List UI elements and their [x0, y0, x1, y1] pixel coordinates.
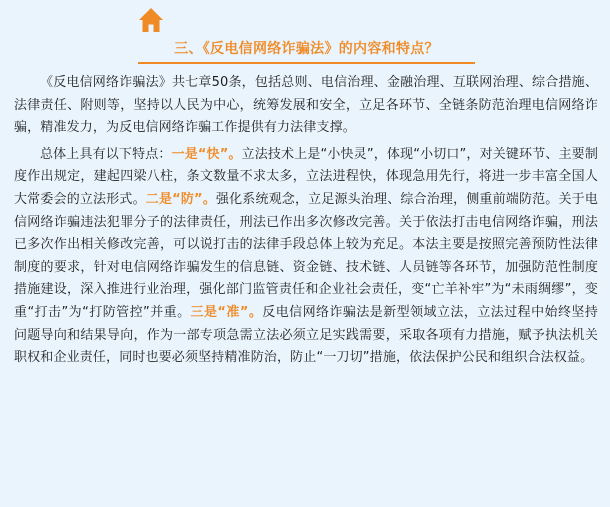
feature-3-text: 反电信网络诈骗法是新型领域立法，立法过程中始终坚持问题导向和结果导向，作为一部专项急需立法必须立足实践需要，采取各项有力措施，赋予执法机关职权和企业责任，同时也要必须坚持精准防治，防止“一刀切”措施，依法保护公民和组织合法权益。	[14, 304, 598, 366]
features-intro: 总体上具有以下特点：	[40, 146, 172, 162]
section-title: 三、《反电信网络诈骗法》的内容和特点？	[174, 41, 439, 57]
feature-1-text: 立法技术上是“小快灵”，体现“小切口”，对关键环节、主要制度作出规定，建起四梁八柱，条文数量不求太多，立法进程快，体现急用先行，将进一步丰富全国人大常委会的立法形式。	[14, 146, 598, 207]
feature-3-label: 三是“准”。	[190, 304, 263, 320]
paragraph-overview-text: 《反电信网络诈骗法》共七章50条，包括总则、电信治理、金融治理、互联网治理、综合措施、法律责任、附则等，坚持以人民为中心，统筹发展和安全，立足各环节、全链条防范治理电信网络诈骗，精准发力，为反电信网络诈骗工作提供有力法律支撑。	[14, 75, 598, 136]
feature-2-label: 二是“防”。	[145, 191, 216, 207]
section-header	[138, 36, 475, 64]
paragraph-overview	[14, 72, 598, 140]
feature-1-label: 一是“快”。	[171, 146, 242, 162]
paragraph-features	[14, 144, 598, 370]
house-icon	[137, 6, 165, 34]
feature-2-text: 强化系统观念，立足源头治理、综合治理，侧重前端防范。关于电信网络诈骗违法犯罪分子的法律责任，刑法已作出多次修改完善。关于依法打击电信网络诈骗，刑法已多次作出相关修改完善，可以说打击的法律手段总体上较为充足。本法主要是按照完善预防性法律制度的要求，针对电信网络诈骗发生的信息链、资金链、技术链、人员链等各环节，加强防范性制度措施建设，深入推进行业治理，强化部门监管责任和企业社会责任，变“亡羊补牢”为“未雨绸缪”，变重“打击”为“打防管控”并重。	[14, 191, 598, 320]
article-body	[14, 72, 598, 374]
